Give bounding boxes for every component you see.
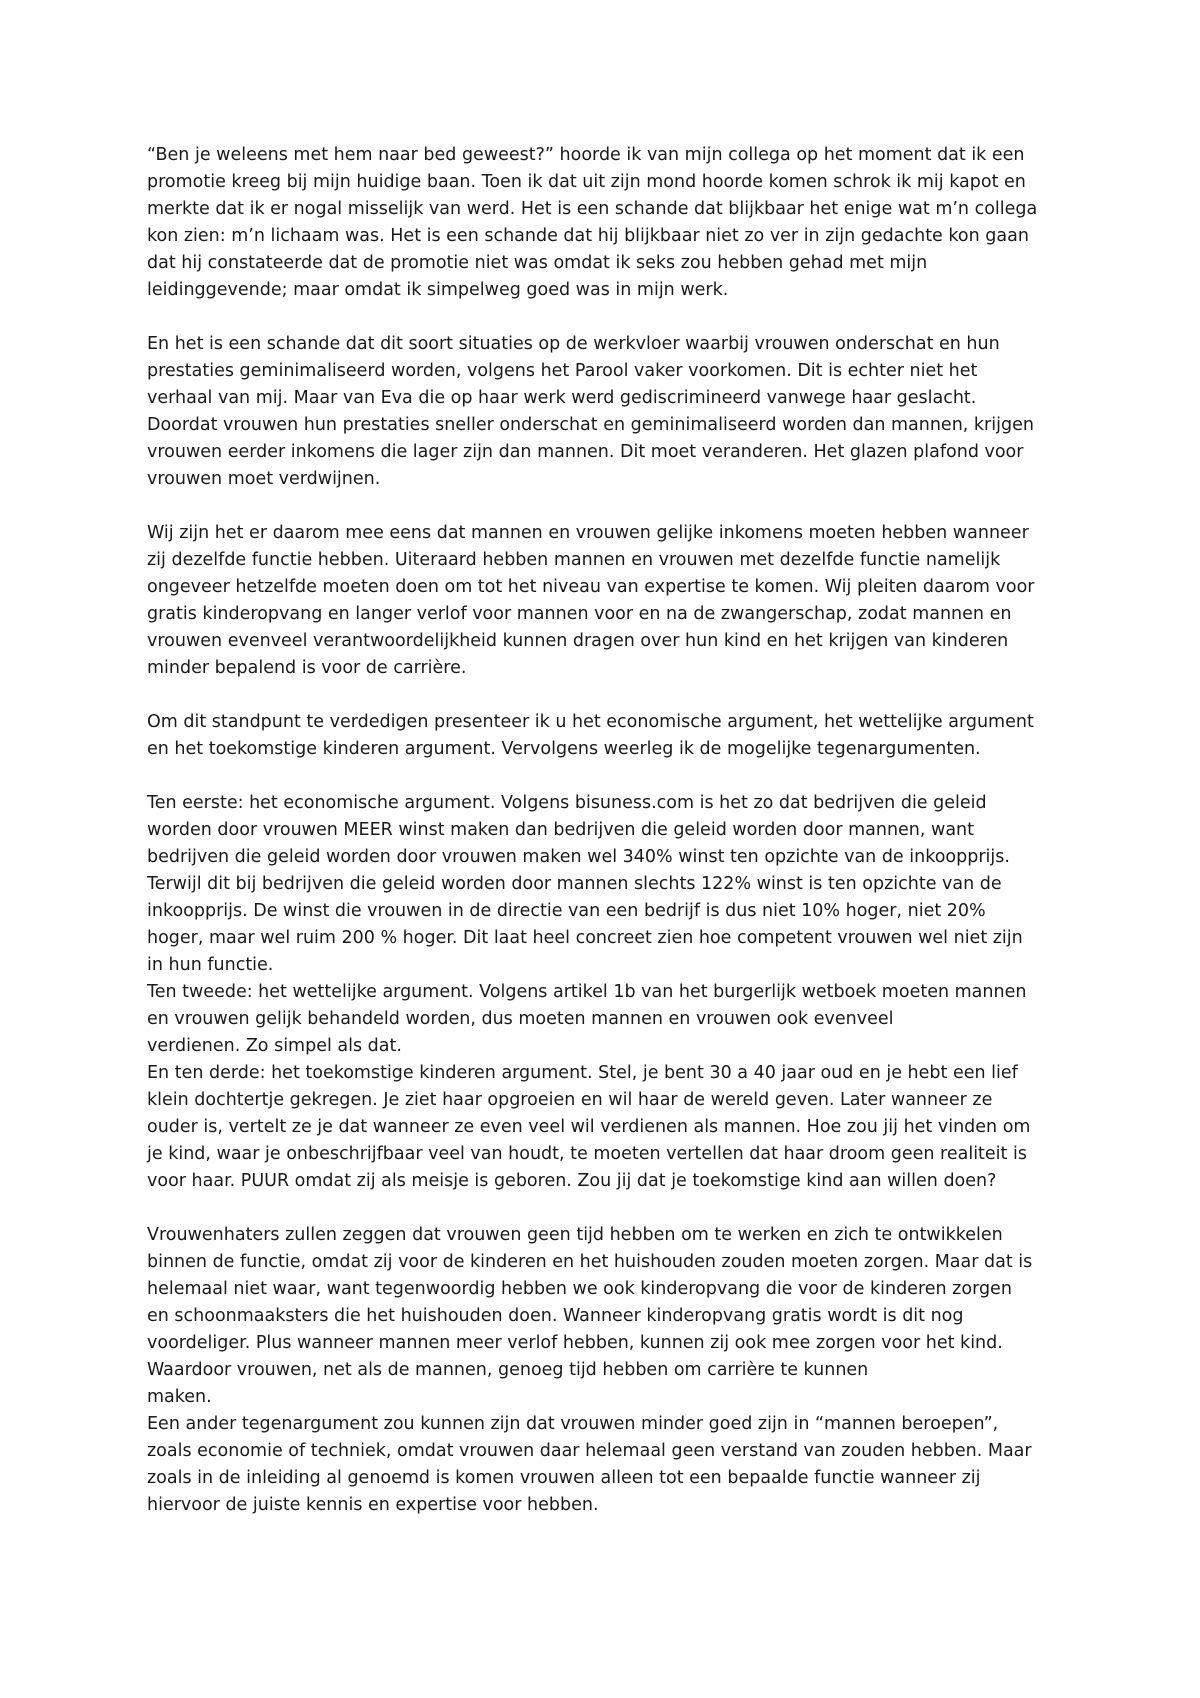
text-line: minder bepalend is voor de carrière.	[147, 658, 467, 678]
text-line: kon zien: m’n lichaam was. Het is een schande dat hij blijkbaar niet zo ver in zijn gedachte kon gaan	[147, 226, 1029, 246]
text-line: En ten derde: het toekomstige kinderen argument. Stel, je bent 30 a 40 jaar oud en je hebt een lief	[147, 1063, 1018, 1083]
text-line: leidinggevende; maar omdat ik simpelweg goed was in mijn werk.	[147, 280, 729, 300]
text-line: en schoonmaaksters die het huishouden doen. Wanneer kinderopvang gratis wordt is dit nog	[147, 1306, 964, 1326]
text-line: en het toekomstige kinderen argument. Vervolgens weerleg ik de mogelijke tegenargumenten.	[147, 739, 981, 759]
text-line: En het is een schande dat dit soort situaties op de werkvloer waarbij vrouwen onderschat en hun	[147, 334, 1000, 354]
text-line: maken.	[147, 1387, 212, 1407]
document-body	[147, 142, 1067, 1519]
paragraph	[147, 142, 1067, 304]
text-line: zij dezelfde functie hebben. Uiteraard hebben mannen en vrouwen met dezelfde functie namelijk	[147, 550, 1001, 570]
text-line: Ten tweede: het wettelijke argument. Volgens artikel 1b van het burgerlijk wetboek moeten mannen	[147, 982, 1027, 1002]
text-line: inkoopprijs. De winst die vrouwen in de directie van een bedrijf is dus niet 10% hoger, niet 20%	[147, 901, 986, 921]
text-line: Waardoor vrouwen, net als de mannen, genoeg tijd hebben om carrière te kunnen	[147, 1360, 869, 1380]
text-line: ouder is, vertelt ze je dat wanneer ze even veel wil verdienen als mannen. Hoe zou jij het vinden om	[147, 1117, 1031, 1137]
text-line: Doordat vrouwen hun prestaties sneller onderschat en geminimaliseerd worden dan mannen, krijgen	[147, 415, 1034, 435]
text-line: verdienen. Zo simpel als dat.	[147, 1036, 402, 1056]
text-line: en vrouwen gelijk behandeld worden, dus moeten mannen en vrouwen ook evenveel	[147, 1009, 894, 1029]
text-line: “Ben je weleens met hem naar bed geweest?” hoorde ik van mijn collega op het moment dat ik een	[147, 145, 1025, 165]
text-line: hiervoor de juiste kennis en expertise voor hebben.	[147, 1495, 599, 1515]
text-line: je kind, waar je onbeschrijfbaar veel van houdt, te moeten vertellen dat haar droom geen realiteit is	[147, 1144, 1027, 1164]
text-line: zoals in de inleiding al genoemd is komen vrouwen alleen tot een bepaalde functie wanneer zij	[147, 1468, 981, 1488]
paragraph-spacer	[147, 682, 1067, 709]
text-line: vrouwen evenveel verantwoordelijkheid kunnen dragen over hun kind en het krijgen van kinderen	[147, 631, 1009, 651]
paragraph	[147, 331, 1067, 493]
text-line: Vrouwenhaters zullen zeggen dat vrouwen geen tijd hebben om te werken en zich te ontwikkelen	[147, 1225, 1003, 1245]
paragraph	[147, 790, 1067, 1195]
text-line: Ten eerste: het economische argument. Volgens bisuness.com is het zo dat bedrijven die geleid	[147, 793, 987, 813]
text-line: voor haar. PUUR omdat zij als meisje is geboren. Zou jij dat je toekomstige kind aan willen doen?	[147, 1171, 997, 1191]
text-line: merkte dat ik er nogal misselijk van werd. Het is een schande dat blijkbaar het enige wat m’n collega	[147, 199, 1038, 219]
text-line: zoals economie of techniek, omdat vrouwen daar helemaal geen verstand van zouden hebben. Maar	[147, 1441, 1032, 1461]
text-line: binnen de functie, omdat zij voor de kinderen en het huishouden zouden moeten zorgen. Maar dat is	[147, 1252, 1033, 1272]
text-line: Wij zijn het er daarom mee eens dat mannen en vrouwen gelijke inkomens moeten hebben wanneer	[147, 523, 1029, 543]
text-line: ongeveer hetzelfde moeten doen om tot het niveau van expertise te komen. Wij pleiten daarom voor	[147, 577, 1035, 597]
text-line: bedrijven die geleid worden door vrouwen maken wel 340% winst ten opzichte van de inkoopprijs.	[147, 847, 1010, 867]
text-line: verhaal van mij. Maar van Eva die op haar werk werd gediscrimineerd vanwege haar geslacht.	[147, 388, 977, 408]
paragraph	[147, 520, 1067, 682]
paragraph-spacer	[147, 1195, 1067, 1222]
text-line: helemaal niet waar, want tegenwoordig hebben we ook kinderopvang die voor de kinderen zorgen	[147, 1279, 1012, 1299]
text-line: vrouwen moet verdwijnen.	[147, 469, 381, 489]
paragraph-spacer	[147, 493, 1067, 520]
text-line: dat hij constateerde dat de promotie niet was omdat ik seks zou hebben gehad met mijn	[147, 253, 928, 273]
text-line: Om dit standpunt te verdedigen presenteer ik u het economische argument, het wettelijke argument	[147, 712, 1034, 732]
text-line: prestaties geminimaliseerd worden, volgens het Parool vaker voorkomen. Dit is echter niet het	[147, 361, 978, 381]
text-line: vrouwen eerder inkomens die lager zijn dan mannen. Dit moet veranderen. Het glazen plafond voor	[147, 442, 1024, 462]
text-line: klein dochtertje gekregen. Je ziet haar opgroeien en wil haar de wereld geven. Later wanneer ze	[147, 1090, 993, 1110]
text-line: hoger, maar wel ruim 200 % hoger. Dit laat heel concreet zien hoe competent vrouwen wel niet zijn	[147, 928, 1023, 948]
text-line: Terwijl dit bij bedrijven die geleid worden door mannen slechts 122% winst is ten opzichte van de	[147, 874, 1002, 894]
paragraph-spacer	[147, 304, 1067, 331]
paragraph	[147, 709, 1067, 763]
text-line: in hun functie.	[147, 955, 274, 975]
text-line: voordeliger. Plus wanneer mannen meer verlof hebben, kunnen zij ook mee zorgen voor het kind.	[147, 1333, 1003, 1353]
text-line: Een ander tegenargument zou kunnen zijn dat vrouwen minder goed zijn in “mannen beroepen”,	[147, 1414, 999, 1434]
text-line: gratis kinderopvang en langer verlof voor mannen voor en na de zwangerschap, zodat mannen en	[147, 604, 1012, 624]
text-line: promotie kreeg bij mijn huidige baan. Toen ik dat uit zijn mond hoorde komen schrok ik mij kapot en	[147, 172, 1026, 192]
text-line: worden door vrouwen MEER winst maken dan bedrijven die geleid worden door mannen, want	[147, 820, 975, 840]
paragraph-spacer	[147, 763, 1067, 790]
paragraph	[147, 1222, 1067, 1519]
